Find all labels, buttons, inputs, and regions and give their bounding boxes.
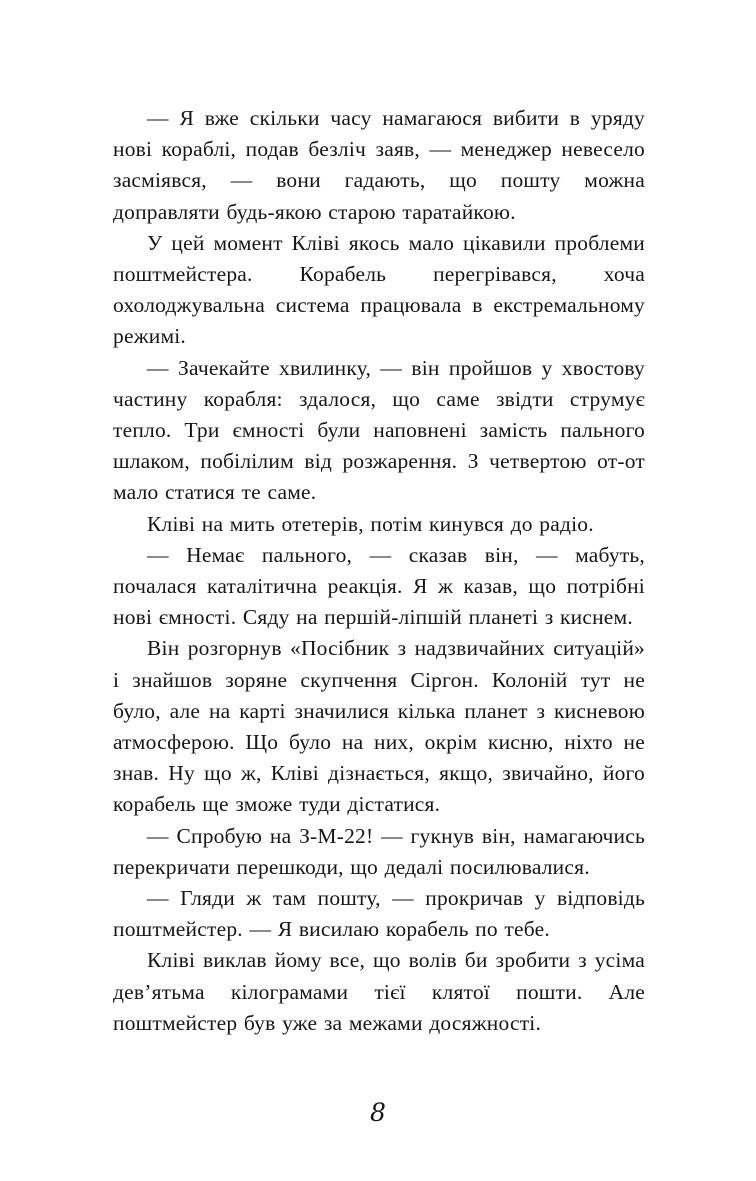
paragraph: — Зачекайте хвилинку, — він пройшов у хвостову частину корабля: здалося, що саме звідти струмує тепло. Три ємності були наповнені замість пального шлаком, побілілим від розжарення. З четвертою от-от мало статися те саме. <box>113 355 645 505</box>
paragraph: Кліві на мить отетерів, потім кинувся до радіо. <box>147 511 594 536</box>
page-number: 8 <box>370 1098 386 1127</box>
paragraph: Кліві виклав йому все, що волів би зробити з усіма дев’ятьма кілограмами тієї клятої пошти. Але поштмейстер був уже за межами досяжності. <box>113 948 645 1035</box>
paragraph: Він розгорнув «Посібник з надзвичайних ситуацій» і знайшов зоряне скупчення Сіргон. Колоній тут не було, але на карті значилися кілька планет з кисневою атмосферою. Що було на них, окрім кисню, ніхто не знав. Ну що ж, Кліві дізнається, якщо, звичайно, його корабель ще зможе туди дістатися. <box>113 636 645 817</box>
text-block <box>113 103 645 1039</box>
paragraph: — Немає пального, — сказав він, — мабуть, почалася каталітична реакція. Я ж казав, що потрібні нові ємності. Сяду на першій-ліпшій планеті з киснем. <box>113 542 645 630</box>
paragraph: — Спробую на З-М-22! — гукнув він, намагаючись перекричати перешкоди, що дедалі посилювалися. <box>113 823 645 879</box>
paragraph: — Я вже скільки часу намагаюся вибити в уряду нові кораблі, подав безліч заяв, — менеджер невесело засміявся, — вони гадають, що пошту можна доправляти будь-якою старою таратайкою. <box>113 106 645 224</box>
paragraph: — Гляди ж там пошту, — прокричав у відповідь поштмейстер. — Я висилаю корабель по тебе. <box>113 886 645 942</box>
paragraph: У цей момент Кліві якось мало цікавили проблеми поштмейстера. Корабель перегрівався, хоча охолоджувальна система працювала в екстремальному режимі. <box>113 230 645 349</box>
